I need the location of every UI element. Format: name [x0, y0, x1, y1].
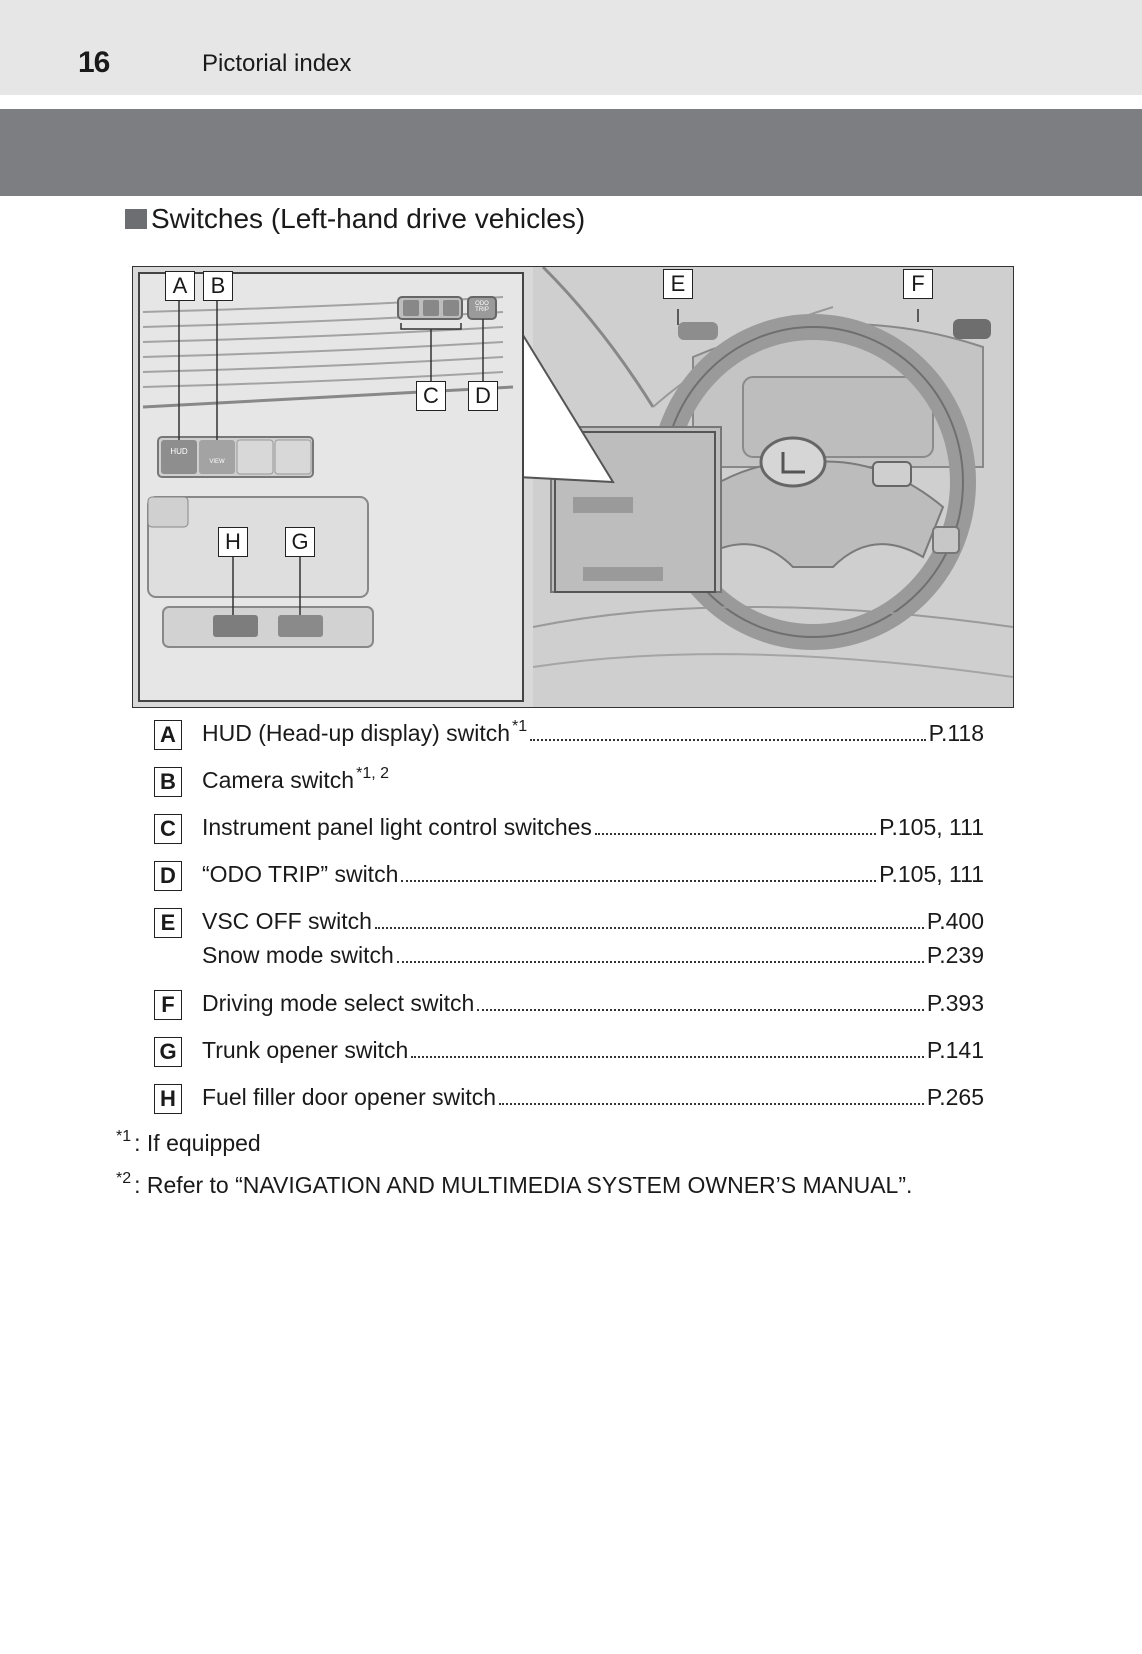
- item-page-link[interactable]: P.118: [928, 720, 984, 746]
- list-item: [154, 810, 984, 857]
- list-item: [154, 904, 984, 986]
- footnote-mark: *2: [116, 1170, 132, 1187]
- switch-reference-list: [154, 716, 984, 1127]
- item-label: Camera switch: [202, 767, 355, 793]
- hud-button-label: HUD: [170, 447, 188, 456]
- item-sub-page-link[interactable]: P.239: [926, 942, 984, 968]
- item-label: VSC OFF switch: [202, 908, 372, 934]
- footnote-mark: *1: [116, 1128, 132, 1145]
- page-section-title: Pictorial index: [202, 50, 352, 77]
- list-item: [154, 763, 984, 810]
- footnote-1: [116, 1130, 261, 1157]
- leader-dots: [477, 1009, 924, 1011]
- dashboard-drawing: [133, 267, 1013, 707]
- item-letter: E: [154, 908, 182, 938]
- item-label: “ODO TRIP” switch: [202, 861, 399, 887]
- item-letter: C: [154, 814, 182, 844]
- list-item: [154, 1080, 984, 1127]
- header-band: [0, 0, 1142, 95]
- callout-f: F: [903, 269, 933, 299]
- item-note: *1: [512, 718, 528, 735]
- page-number: 16: [78, 46, 110, 79]
- callout-e: E: [663, 269, 693, 299]
- callout-a: A: [165, 271, 195, 301]
- item-letter: B: [154, 767, 182, 797]
- switches-illustration: [132, 266, 1014, 708]
- leader-dots: [595, 833, 876, 835]
- item-page-link[interactable]: P.265: [926, 1084, 984, 1110]
- callout-h: H: [218, 527, 248, 557]
- item-letter: H: [154, 1084, 182, 1114]
- item-letter: G: [154, 1037, 182, 1067]
- leader-dots: [375, 927, 924, 929]
- callout-b: B: [203, 271, 233, 301]
- list-item: [154, 716, 984, 763]
- leader-dots: [499, 1103, 924, 1105]
- item-letter: D: [154, 861, 182, 891]
- footnote-text: : Refer to “NAVIGATION AND MULTIMEDIA SYSTEM OWNER’S MANUAL”.: [134, 1172, 913, 1198]
- item-page-link[interactable]: P.105, 111: [879, 814, 984, 840]
- section-square-icon: [125, 209, 147, 229]
- item-letter: A: [154, 720, 182, 750]
- item-page-link[interactable]: P.400: [926, 908, 984, 934]
- item-page-link[interactable]: P.393: [926, 990, 984, 1016]
- leader-dots: [397, 961, 924, 963]
- item-page-link[interactable]: P.141: [926, 1037, 984, 1063]
- list-item: [154, 986, 984, 1033]
- callout-d: D: [468, 381, 498, 411]
- item-label: Driving mode select switch: [202, 990, 475, 1016]
- item-page-link[interactable]: P.105, 111: [879, 861, 984, 887]
- item-label: Trunk opener switch: [202, 1037, 409, 1063]
- list-item: [154, 1033, 984, 1080]
- item-label: Fuel filler door opener switch: [202, 1084, 497, 1110]
- chapter-band: [0, 109, 1142, 196]
- footnote-2: [116, 1172, 912, 1199]
- section-title-text: Switches (Left-hand drive vehicles): [151, 203, 586, 234]
- item-sub-label: Snow mode switch: [202, 942, 394, 968]
- leader-dots: [530, 739, 925, 741]
- callout-g: G: [285, 527, 315, 557]
- item-note: *1, 2: [356, 765, 390, 782]
- item-label: Instrument panel light control switches: [202, 814, 592, 840]
- footnote-text: : If equipped: [134, 1130, 261, 1156]
- item-label: HUD (Head-up display) switch: [202, 720, 511, 746]
- view-button-label: VIEW: [209, 459, 225, 465]
- odo-trip-button-label: ODO TRIP: [475, 301, 489, 313]
- leader-dots: [401, 880, 876, 882]
- callout-c: C: [416, 381, 446, 411]
- leader-dots: [411, 1056, 924, 1058]
- item-letter: F: [154, 990, 182, 1020]
- list-item: [154, 857, 984, 904]
- section-title: [125, 203, 585, 235]
